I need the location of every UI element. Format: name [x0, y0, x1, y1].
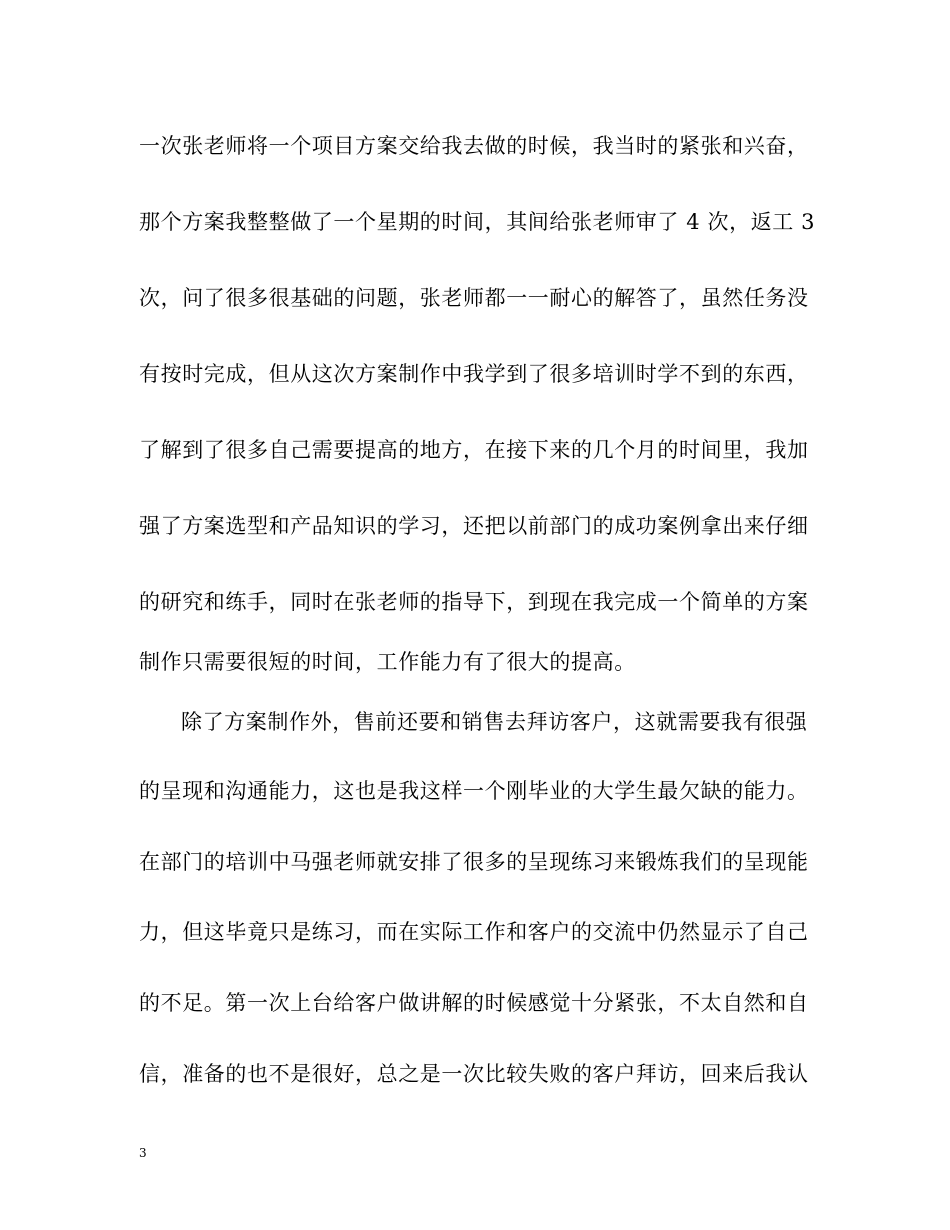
text-line: 了解到了很多自己需要提高的地方，在接下来的几个月的时间里，我加 — [139, 438, 809, 462]
text-line: 的不足。第一次上台给客户做讲解的时候感觉十分紧张，不太自然和自 — [139, 991, 809, 1015]
text-line: 在部门的培训中马强老师就安排了很多的呈现练习来锻炼我们的呈现能 — [139, 850, 809, 874]
text-line: 次，问了很多很基础的问题，张老师都一一耐心的解答了，虽然任务没 — [139, 286, 809, 310]
page-number: 3 — [139, 1146, 147, 1160]
text-line: 有按时完成，但从这次方案制作中我学到了很多培训时学不到的东西， — [139, 362, 809, 386]
text-line: 那个方案我整整做了一个星期的时间，其间给张老师审了 4 次，返工 3 — [139, 210, 816, 234]
text-line: 的研究和练手，同时在张老师的指导下，到现在我完成一个简单的方案 — [139, 590, 809, 614]
text-line: 力，但这毕竟只是练习，而在实际工作和客户的交流中仍然显示了自己 — [139, 920, 809, 944]
text-line: 制作只需要很短的时间，工作能力有了很大的提高。 — [139, 650, 636, 674]
text-line: 一次张老师将一个项目方案交给我去做的时候，我当时的紧张和兴奋， — [139, 134, 809, 158]
text-line: 信，准备的也不是很好，总之是一次比较失败的客户拜访，回来后我认 — [139, 1062, 809, 1086]
text-line: 强了方案选型和产品知识的学习，还把以前部门的成功案例拿出来仔细 — [139, 514, 809, 538]
text-line: 的呈现和沟通能力，这也是我这样一个刚毕业的大学生最欠缺的能力。 — [139, 779, 809, 803]
paragraph-first-line: 除了方案制作外，售前还要和销售去拜访客户，这就需要我有很强 — [181, 710, 808, 734]
